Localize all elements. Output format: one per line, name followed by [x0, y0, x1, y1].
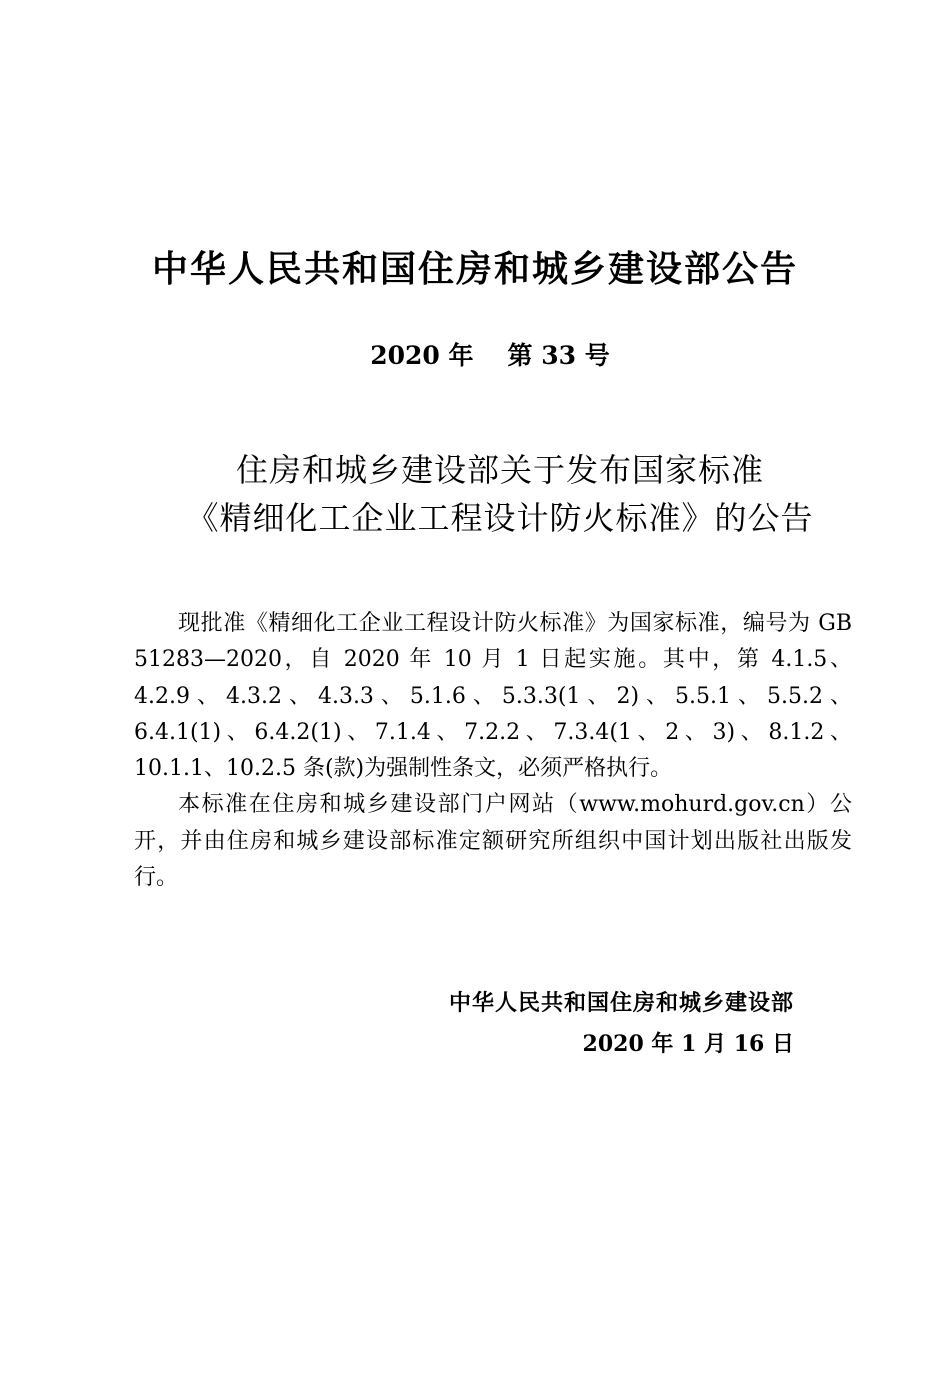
announcement-year: 2020 年	[370, 341, 474, 370]
announcement-subtitle	[0, 446, 950, 542]
announcement-serial: 第 33 号	[507, 341, 610, 370]
announcement-number	[0, 338, 950, 374]
subtitle-line-1: 住房和城乡建设部关于发布国家标准	[235, 451, 764, 489]
subtitle-line-2: 《精细化工企业工程设计防火标准》的公告	[186, 499, 814, 537]
announcement-body	[134, 606, 852, 896]
issue-date: 2020 年 1 月 16 日	[582, 1031, 794, 1057]
body-paragraph-2: 本标准在住房和城乡建设部门户网站（www.mohurd.gov.cn）公开，并由住房和城乡建设部标准定额研究所组织中国计划出版社出版发行。	[134, 792, 852, 891]
announcement-title: 中华人民共和国住房和城乡建设部公告	[151, 249, 798, 290]
body-paragraph-1: 现批准《精细化工企业工程设计防火标准》为国家标准，编号为 GB 51283—2020，自 2020 年 10 月 1 日起实施。其中，第 4.1.5、4.2.9、4.3.2、4.3.3、5.1.6、5.3.3(1、2)、5.5.1、5.5.2、6.4.1(1)、6.4.2(1)、7.1.4、7.2.2、7.3.4(1、2、3)、8.1.2、10.1.1、10.2.5 条(款)为强制性条文，必须严格执行。	[134, 611, 852, 782]
signature-block	[449, 984, 794, 1064]
issuing-organization: 中华人民共和国住房和城乡建设部	[448, 991, 794, 1016]
